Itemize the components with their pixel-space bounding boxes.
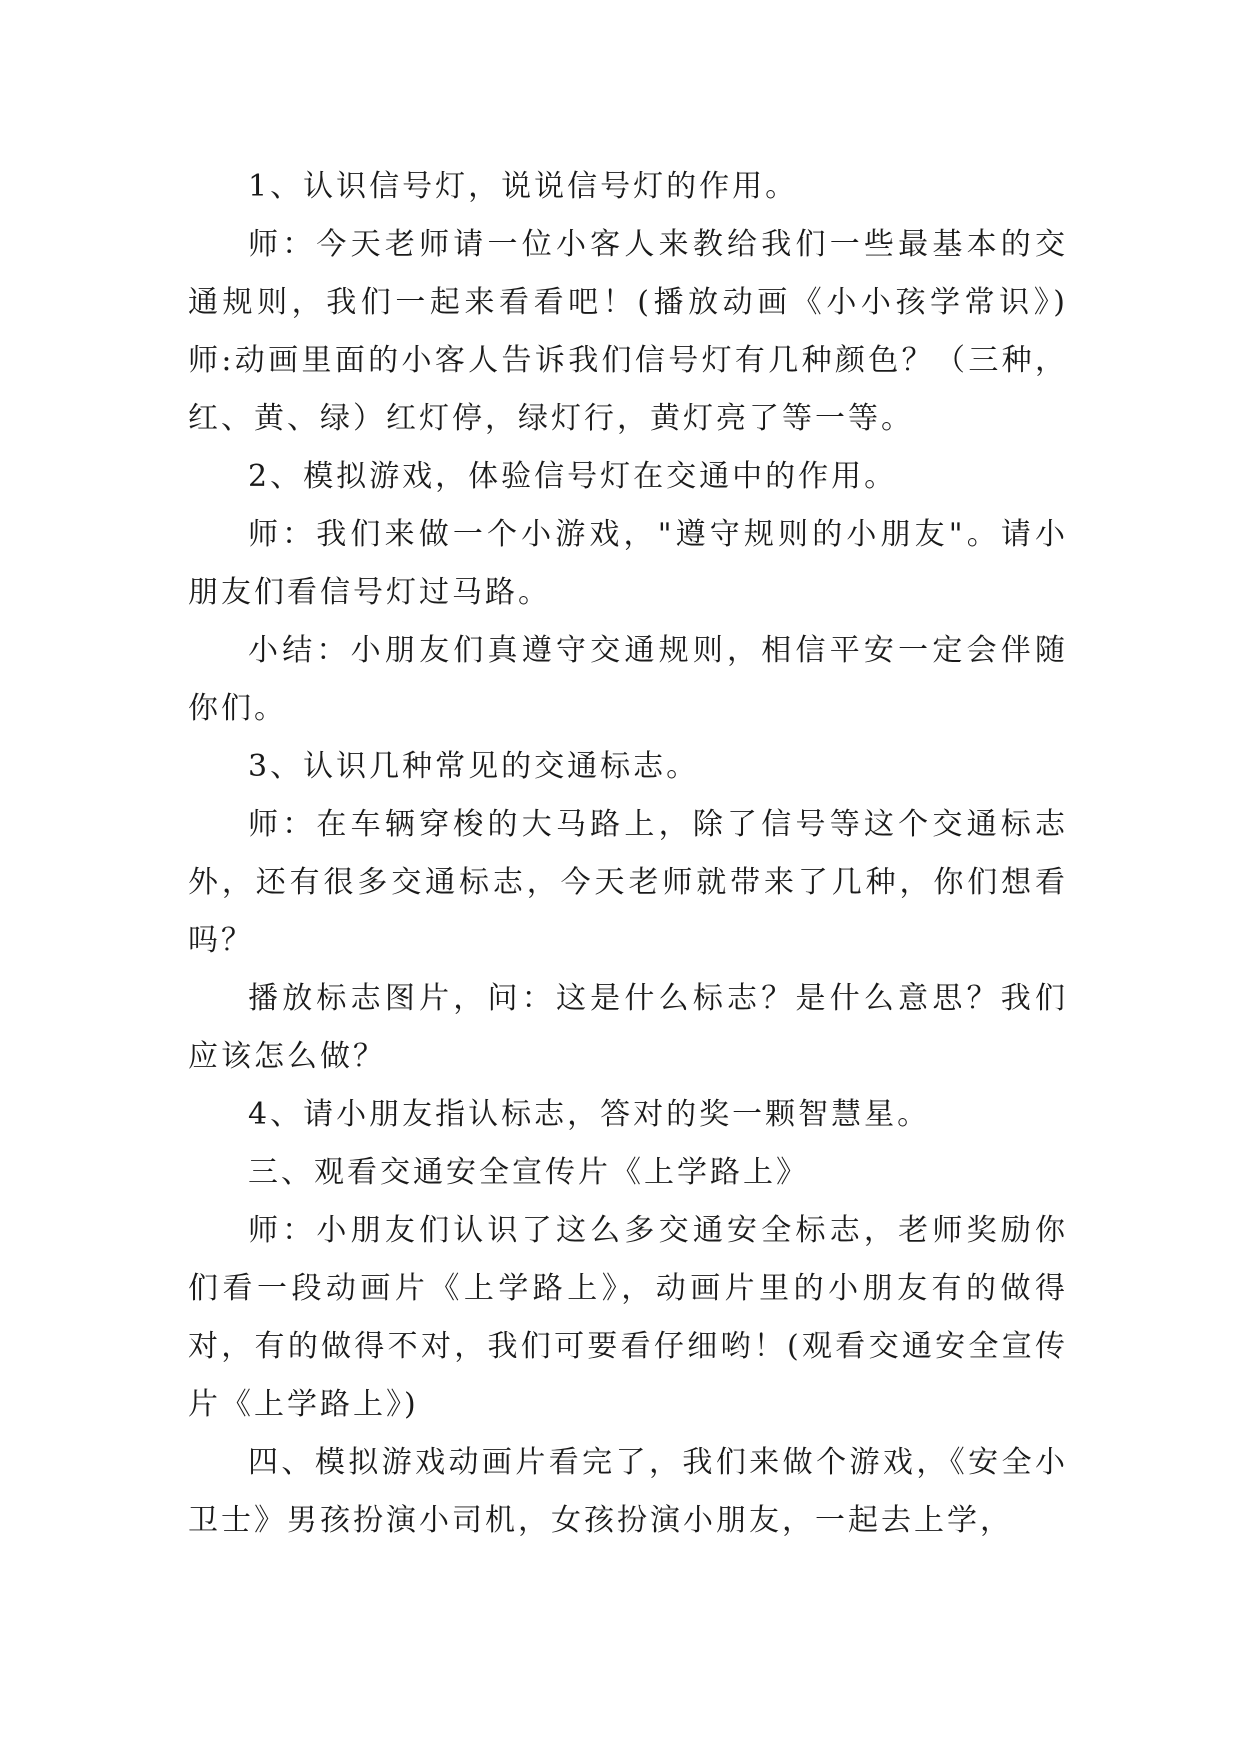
paragraph-4: 师：我们来做一个小游戏，"遵守规则的小朋友"。请小朋友们看信号灯过马路。 — [188, 517, 1068, 610]
paragraph-2: 师：今天老师请一位小客人来教给我们一些最基本的交通规则，我们一起来看看吧！(播放动画《小小孩学常识》)师:动画里面的小客人告诉我们信号灯有几种颜色？（三种，红、黄、绿）红灯停，绿灯行，黄灯亮了等一等。 — [188, 227, 1068, 436]
paragraph-7: 师：在车辆穿梭的大马路上，除了信号等这个交通标志外，还有很多交通标志，今天老师就带来了几种，你们想看吗？ — [188, 807, 1068, 958]
paragraph-10: 三、观看交通安全宣传片《上学路上》 — [248, 1155, 809, 1190]
paragraph-8: 播放标志图片，问：这是什么标志？是什么意思？我们应该怎么做？ — [188, 981, 1068, 1074]
paragraph-6: 3、认识几种常见的交通标志。 — [248, 749, 700, 784]
paragraph-5: 小结：小朋友们真遵守交通规则，相信平安一定会伴随你们。 — [188, 633, 1068, 726]
paragraph-11: 师：小朋友们认识了这么多交通安全标志，老师奖励你们看一段动画片《上学路上》，动画片里的小朋友有的做得对，有的做得不对，我们可要看仔细哟！(观看交通安全宣传片《上学路上》) — [188, 1213, 1068, 1422]
paragraph-12: 四、模拟游戏动画片看完了，我们来做个游戏，《安全小卫士》男孩扮演小司机，女孩扮演小朋友，一起去上学， — [188, 1445, 1068, 1538]
document-body — [188, 158, 1068, 1550]
paragraph-3: 2、模拟游戏，体验信号灯在交通中的作用。 — [248, 459, 898, 494]
paragraph-9: 4、请小朋友指认标志，答对的奖一颗智慧星。 — [248, 1097, 931, 1132]
paragraph-1: 1、认识信号灯，说说信号灯的作用。 — [248, 169, 799, 204]
